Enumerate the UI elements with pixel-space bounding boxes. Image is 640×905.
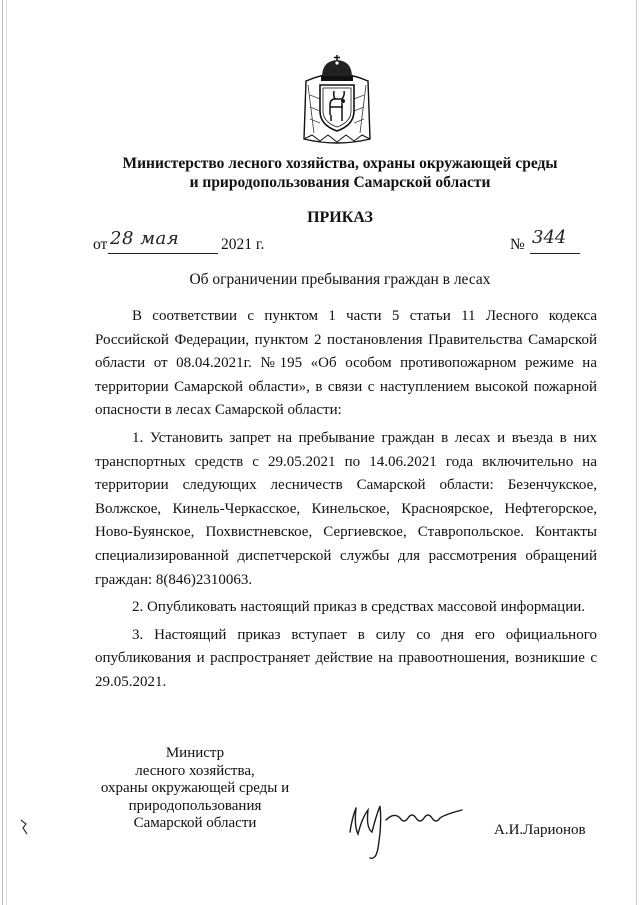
handwritten-signature-icon [342, 788, 482, 868]
order-title: ПРИКАЗ [307, 209, 373, 226]
position-line-4: природопользования [128, 797, 262, 814]
number-sign: № [510, 236, 525, 253]
order-body [95, 305, 597, 695]
date-handwritten: 28 мая [110, 228, 180, 249]
scan-edge-left-inner [6, 0, 7, 905]
number-underline [530, 253, 580, 254]
signatory-position [70, 745, 320, 833]
body-item-3: 3. Настоящий приказ вступает в силу со дня его официального опубликования и распространяет действие на правоотношения, возникшие с 29.05.2021. [95, 626, 597, 690]
ministry-name-line1: Министерство лесного хозяйства, охраны окружающей среды [122, 155, 558, 172]
body-preamble: В соответствии с пунктом 1 части 5 статьи 11 Лесного кодекса Российской Федерации, пунктом 2 постановления Правительства Самарской области от 08.04.2021г. №195 «Об особом противопожарном режиме на территории Самарской области», в связи с наступлением высокой пожарной опасности в лесах Самарской области: [95, 308, 597, 419]
date-underline [108, 253, 218, 254]
position-line-5: Самарской области [133, 815, 257, 831]
ministry-name-line2: и природопользования Самарской области [189, 174, 491, 191]
number-handwritten: 344 [532, 227, 567, 248]
position-line-2: лесного хозяйства, [135, 762, 255, 779]
date-prefix: от [93, 236, 108, 253]
body-item-1: 1. Установить запрет на пребывание граждан в лесах и въезда в них транспортных средств с 29.05.2021 по 14.06.2021 года включительно на территории следующих лесничеств Самарской области: Безенчукское, Волжское, Кинель-Черкасское, Кинельское, Красноярское, Нефтегорское, Ново-Буянское, Похвистневское, Сергиевское, Ставропольское. Контакты специализированной диспетчерской службы для рассмотрения обращений граждан: 8(846)2310063. [95, 429, 597, 588]
date-year: 2021 г. [221, 236, 265, 253]
scan-mark-icon [18, 818, 30, 836]
scan-edge-left [2, 0, 3, 905]
position-line-3: охраны окружающей среды и [100, 780, 290, 796]
signer-name: А.И.Ларионов [494, 822, 586, 838]
coat-of-arms-icon [300, 55, 374, 147]
order-subject: Об ограничении пребывания граждан в лесах [189, 271, 491, 288]
position-line-1: Министр [165, 745, 225, 761]
body-item-2: 2. Опубликовать настоящий приказ в средствах массовой информации. [132, 599, 586, 616]
scan-edge-right [636, 0, 637, 905]
ministry-name [60, 154, 620, 192]
